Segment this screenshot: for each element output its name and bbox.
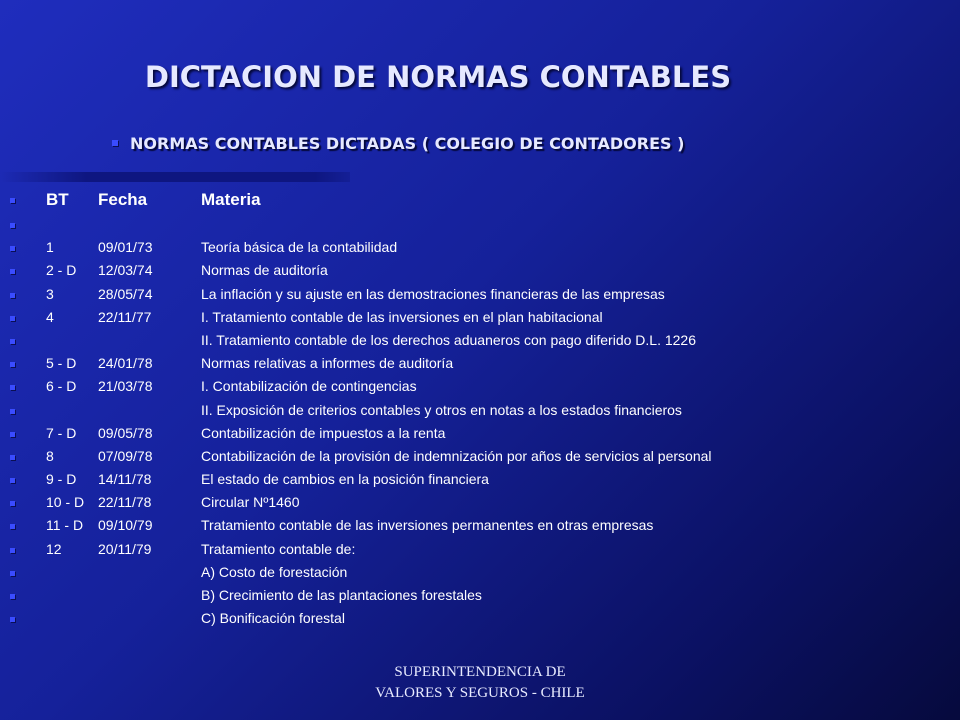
cell-materia: I. Contabilización de contingencias bbox=[201, 378, 417, 395]
cell-materia: Contabilización de la provisión de indemnización por años de servicios al personal bbox=[201, 447, 712, 464]
cell-bt: 9 - D bbox=[46, 471, 77, 488]
page-title: DICTACION DE NORMAS CONTABLES bbox=[144, 60, 732, 94]
cell-bt: 4 bbox=[46, 308, 54, 325]
square-bullet-icon bbox=[10, 223, 15, 228]
square-bullet-icon bbox=[10, 409, 15, 414]
footer bbox=[300, 662, 660, 704]
cell-bt: 3 bbox=[46, 285, 54, 302]
square-bullet-icon bbox=[10, 617, 15, 622]
footer-line-2: VALORES Y SEGUROS - CHILE bbox=[375, 685, 585, 701]
square-bullet-icon bbox=[10, 501, 15, 506]
cell-fecha: 07/09/78 bbox=[98, 447, 153, 464]
square-bullet-icon bbox=[10, 198, 15, 203]
cell-materia: II. Exposición de criterios contables y otros en notas a los estados financieros bbox=[201, 401, 682, 418]
cell-materia: Contabilización de impuestos a la renta bbox=[201, 424, 446, 441]
cell-materia: A) Costo de forestación bbox=[201, 563, 348, 580]
cell-fecha: 09/05/78 bbox=[98, 424, 153, 441]
square-bullet-icon bbox=[10, 316, 15, 321]
cell-materia: Circular Nº1460 bbox=[201, 494, 300, 511]
cell-fecha: 22/11/78 bbox=[98, 494, 152, 511]
cell-fecha: 09/10/79 bbox=[98, 517, 153, 534]
cell-fecha: 12/03/74 bbox=[98, 262, 153, 279]
cell-materia: Normas de auditoría bbox=[201, 262, 328, 279]
cell-fecha: 24/01/78 bbox=[98, 355, 153, 372]
square-bullet-icon bbox=[10, 432, 15, 437]
square-bullet-icon bbox=[10, 269, 15, 274]
footer-line-1: SUPERINTENDENCIA DE bbox=[394, 664, 566, 680]
cell-materia: Tratamiento contable de: bbox=[201, 540, 356, 557]
header-materia: Materia bbox=[201, 190, 261, 209]
cell-bt: 11 - D bbox=[46, 517, 84, 534]
cell-materia: La inflación y su ajuste en las demostraciones financieras de las empresas bbox=[201, 285, 665, 302]
cell-materia: Teoría básica de la contabilidad bbox=[201, 239, 398, 256]
cell-fecha: 09/01/73 bbox=[98, 239, 153, 256]
cell-materia: Tratamiento contable de las inversiones permanentes en otras empresas bbox=[201, 517, 654, 534]
cell-bt: 2 - D bbox=[46, 262, 77, 279]
cell-fecha: 14/11/78 bbox=[98, 471, 152, 488]
cell-bt: 8 bbox=[46, 447, 54, 464]
cell-fecha: 21/03/78 bbox=[98, 378, 153, 395]
cell-materia: El estado de cambios en la posición financiera bbox=[201, 471, 489, 488]
cell-materia: B) Crecimiento de las plantaciones forestales bbox=[201, 587, 482, 603]
cell-bt: 6 - D bbox=[46, 378, 77, 395]
cell-bt: 5 - D bbox=[46, 355, 77, 372]
cell-fecha: 20/11/79 bbox=[98, 540, 152, 557]
subtitle-text: NORMAS CONTABLES DICTADAS ( COLEGIO DE CONTADORES ) bbox=[130, 134, 685, 153]
divider-bar bbox=[0, 172, 350, 182]
square-bullet-icon bbox=[112, 140, 118, 146]
square-bullet-icon bbox=[10, 385, 15, 390]
cell-materia: II. Tratamiento contable de los derechos aduaneros con pago diferido D.L. 1226 bbox=[201, 331, 696, 348]
cell-bt: 1 bbox=[46, 239, 54, 256]
cell-fecha: 22/11/77 bbox=[98, 308, 152, 325]
square-bullet-icon bbox=[10, 548, 15, 553]
subtitle bbox=[112, 134, 684, 153]
square-bullet-icon bbox=[10, 339, 15, 344]
cell-bt: 7 - D bbox=[46, 424, 77, 441]
square-bullet-icon bbox=[10, 455, 15, 460]
square-bullet-icon bbox=[10, 594, 15, 599]
header-bt: BT bbox=[46, 190, 69, 209]
cell-materia: C) Bonificación forestal bbox=[201, 610, 345, 627]
square-bullet-icon bbox=[10, 293, 15, 298]
square-bullet-icon bbox=[10, 524, 15, 529]
header-fecha: Fecha bbox=[98, 190, 148, 209]
square-bullet-icon bbox=[10, 362, 15, 367]
square-bullet-icon bbox=[10, 571, 15, 576]
cell-bt: 12 bbox=[46, 540, 62, 557]
square-bullet-icon bbox=[10, 246, 15, 251]
cell-bt: 10 - D bbox=[46, 494, 85, 511]
square-bullet-icon bbox=[10, 478, 15, 483]
cell-materia: I. Tratamiento contable de las inversiones en el plan habitacional bbox=[201, 308, 603, 325]
cell-materia: Normas relativas a informes de auditoría bbox=[201, 355, 454, 372]
cell-fecha: 28/05/74 bbox=[98, 285, 153, 302]
